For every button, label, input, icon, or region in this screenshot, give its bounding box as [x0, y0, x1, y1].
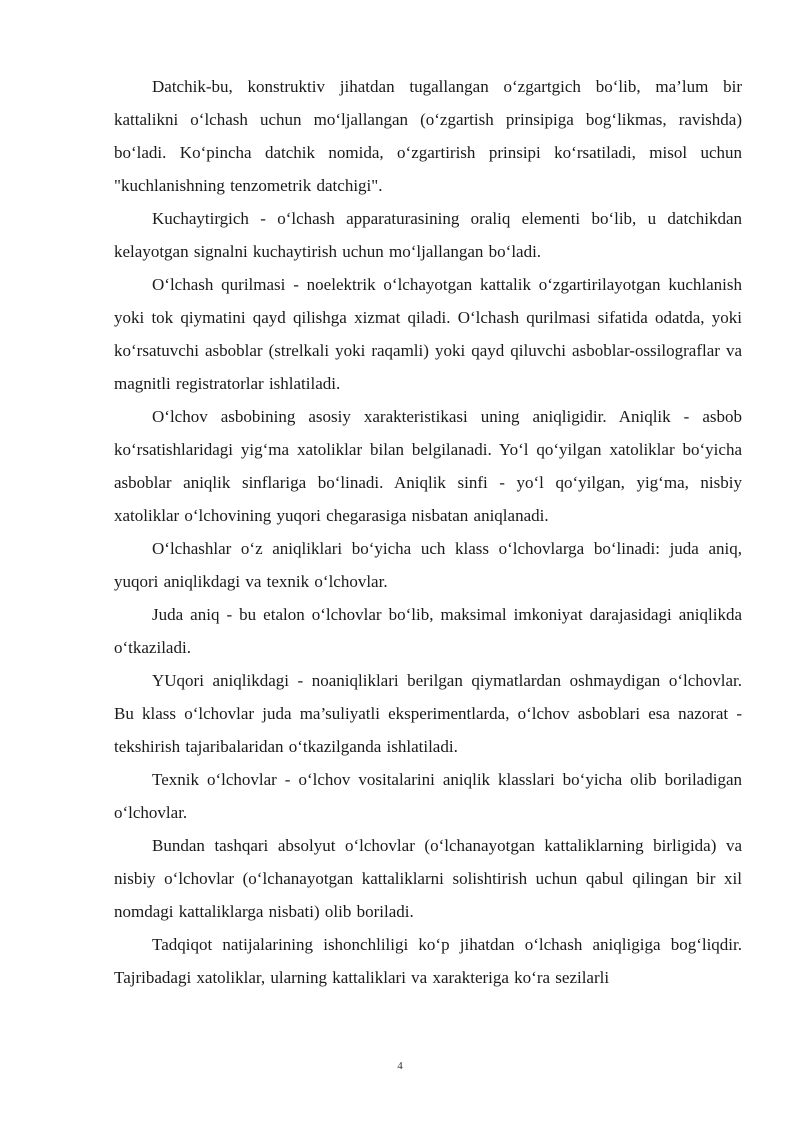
paragraph-aniqlik: O‘lchov asbobining asosiy xarakteristikasi uning aniqligidir. Aniqlik - asbob ko‘rsatishlaridagi yig‘ma xatoliklar bilan belgilanadi. Yo‘l qo‘yilgan xatoliklar bo‘yicha asboblar aniqlik sinflariga bo‘linadi. Aniqlik sinfi - yo‘l qo‘yilgan, yig‘ma, nisbiy xatoliklar o‘lchovining yuqori chegarasiga nisbatan aniqlanadi. — [114, 407, 742, 525]
paragraph-olchash-qurilmasi: O‘lchash qurilmasi - noelektrik o‘lchayotgan kattalik o‘zgartirilayotgan kuchlanish yoki tok qiymatini qayd qilishga xizmat qiladi. O‘lchash qurilmasi sifatida odatda, yoki ko‘rsatuvchi asboblar (strelkali yoki raqamli) yoki qayd qiluvchi asboblar-ossilograflar va magnitli registratorlar ishlatiladi. — [114, 275, 742, 393]
paragraph-juda-aniq: Juda aniq - bu etalon o‘lchovlar bo‘lib, maksimal imkoniyat darajasidagi aniqlikda o‘tkaziladi. — [114, 605, 742, 657]
paragraph-yuqori-aniqlik: YUqori aniqlikdagi - noaniqliklari berilgan qiymatlardan oshmaydigan o‘lchovlar. Bu klass o‘lchovlar juda ma’suliyatli eksperimentlarda, o‘lchov asboblari esa nazorat - tekshirish tajaribalaridan o‘tkazilganda ishlatiladi. — [114, 671, 742, 756]
document-body — [114, 70, 742, 994]
paragraph-datchik: Datchik-bu, konstruktiv jihatdan tugallangan o‘zgartgich bo‘lib, ma’lum bir kattalikni o‘lchash uchun mo‘ljallangan (o‘zgartish prinsipiga bog‘likmas, ravishda) bo‘ladi. Ko‘pincha datchik nomida, o‘zgartirish prinsipi ko‘rsatiladi, misol uchun "kuchlanishning tenzometrik datchigi". — [114, 77, 742, 195]
page-number: 4 — [397, 1060, 403, 1072]
paragraph-kuchaytirgich: Kuchaytirgich - o‘lchash apparaturasining oraliq elementi bo‘lib, u datchikdan kelayotgan signalni kuchaytirish uchun mo‘ljallangan bo‘ladi. — [114, 209, 742, 261]
paragraph-texnik-olchovlar: Texnik o‘lchovlar - o‘lchov vositalarini aniqlik klasslari bo‘yicha olib boriladigan o‘lchovlar. — [114, 770, 742, 822]
paragraph-uch-klass: O‘lchashlar o‘z aniqliklari bo‘yicha uch klass o‘lchovlarga bo‘linadi: juda aniq, yuqori aniqlikdagi va texnik o‘lchovlar. — [114, 539, 742, 591]
paragraph-tadqiqot: Tadqiqot natijalarining ishonchliligi ko‘p jihatdan o‘lchash aniqligiga bog‘liqdir. Tajribadagi xatoliklar, ularning kattaliklari va xarakteriga ko‘ra sezilarli — [114, 935, 742, 987]
paragraph-absolyut-nisbiy: Bundan tashqari absolyut o‘lchovlar (o‘lchanayotgan kattaliklarning birligida) va nisbiy o‘lchovlar (o‘lchanayotgan kattaliklarni solishtirish uchun qabul qilingan bir xil nomdagi kattaliklarga nisbati) olib boriladi. — [114, 836, 742, 921]
